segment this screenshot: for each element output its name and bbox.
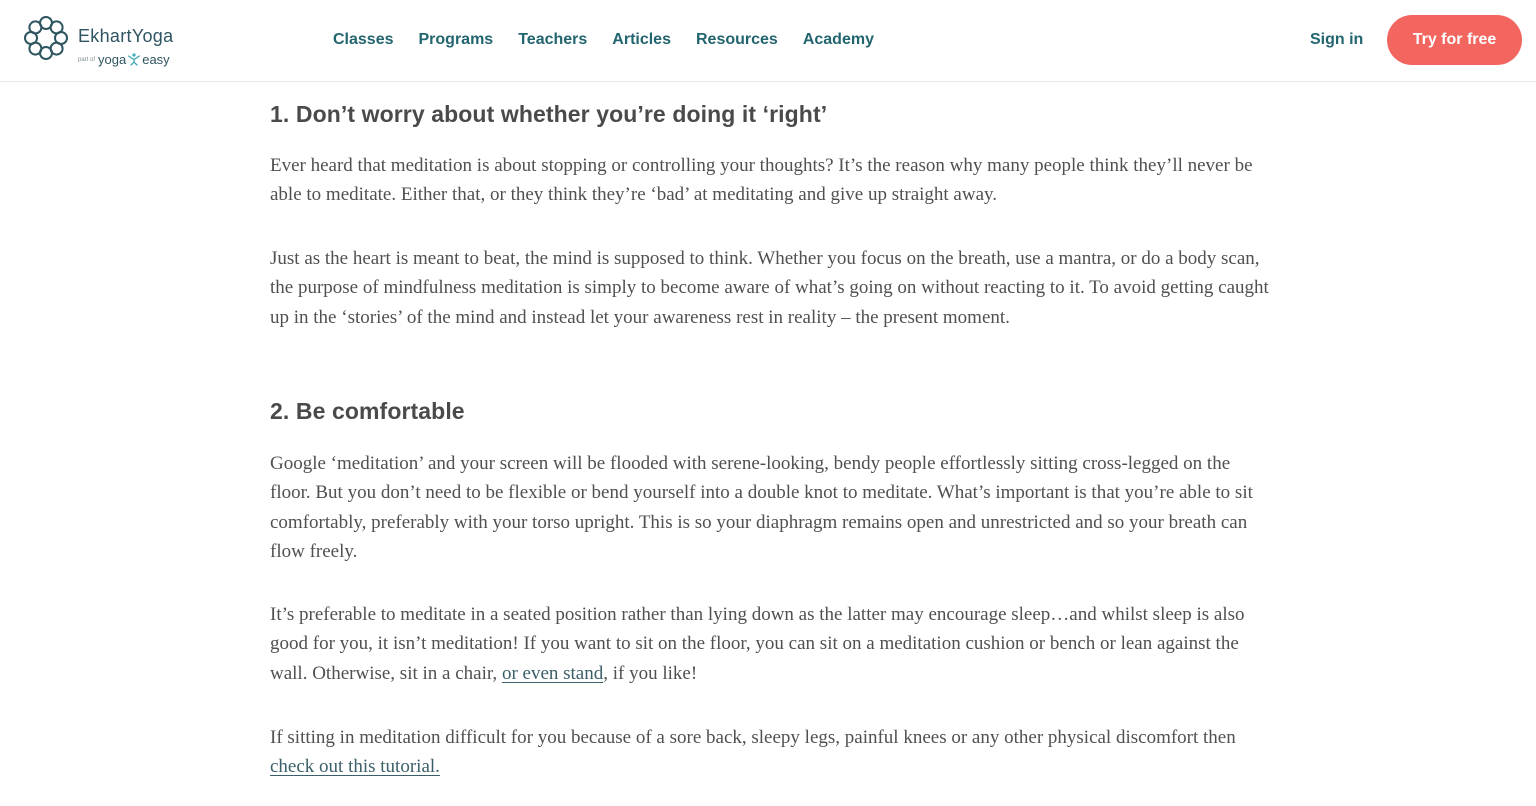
try-for-free-button[interactable]: Try for free bbox=[1387, 15, 1522, 65]
paragraph-5 bbox=[270, 723, 1270, 782]
paragraph-4-text: It’s preferable to meditate in a seated position rather than lying down as the latter may encourage sleep…and whilst sleep is also good for you, it isn’t meditation! If you want to sit on the floor, you can sit on a meditation cushion or bench or lean against the wall. Otherwise, sit in a chair, bbox=[270, 604, 1245, 684]
flower-of-circles-icon bbox=[22, 14, 70, 62]
logo-easy-text: easy bbox=[142, 52, 170, 67]
paragraph-1: Ever heard that meditation is about stopping or controlling your thoughts? It’s the reason why many people think they’ll never be able to meditate. Either that, or they think they’re ‘bad’ at meditating and give up straight away. bbox=[270, 155, 1253, 206]
site-header bbox=[0, 0, 1536, 82]
logo-part-of-label: part of bbox=[78, 56, 96, 63]
or-even-stand-link[interactable]: or even stand bbox=[501, 662, 604, 684]
nav-classes[interactable]: Classes bbox=[333, 31, 394, 48]
paragraph-3: Google ‘meditation’ and your screen will be flooded with serene-looking, bendy people effortlessly sitting cross-legged on the floor. But you don’t need to be flexible or bend yourself into a double knot to meditate. What’s important is that you’re able to sit comfortably, preferably with your torso upright. This is so your diaphragm remains open and unrestricted and so your breath can flow freely. bbox=[270, 453, 1253, 562]
section-heading-1: 1. Don’t worry about whether you’re doing it ‘right’ bbox=[270, 101, 828, 127]
paragraph-2: Just as the heart is meant to beat, the mind is supposed to think. Whether you focus on the breath, use a mantra, or do a body scan, the purpose of mindfulness meditation is simply to become aware of what’s going on without reacting to it. To avoid getting caught up in the ‘stories’ of the mind and instead let your awareness rest in reality – the present moment. bbox=[270, 248, 1269, 328]
nav-academy[interactable]: Academy bbox=[802, 31, 874, 48]
logo-part-of-yogaeasy bbox=[78, 51, 170, 69]
nav-teachers[interactable]: Teachers bbox=[518, 31, 588, 48]
main-nav bbox=[333, 31, 899, 49]
paragraph-5-text: If sitting in meditation difficult for you because of a sore back, sleepy legs, painful knees or any other physical discomfort then bbox=[270, 727, 1236, 748]
sign-in-link[interactable]: Sign in bbox=[1310, 31, 1364, 48]
logo-yoga-text: yoga bbox=[98, 52, 127, 67]
check-out-tutorial-link[interactable]: check out this tutorial. bbox=[270, 756, 440, 778]
ekhartyoga-logo[interactable] bbox=[22, 14, 192, 74]
section-heading-2: 2. Be comfortable bbox=[270, 398, 465, 424]
nav-articles[interactable]: Articles bbox=[612, 31, 671, 48]
nav-programs[interactable]: Programs bbox=[418, 31, 494, 48]
logo-wordmark: EkhartYoga bbox=[78, 26, 174, 46]
yoga-figure-icon bbox=[127, 52, 141, 66]
nav-resources[interactable]: Resources bbox=[695, 31, 778, 48]
paragraph-4 bbox=[270, 600, 1270, 688]
paragraph-4-text-end: , if you like! bbox=[603, 662, 698, 684]
